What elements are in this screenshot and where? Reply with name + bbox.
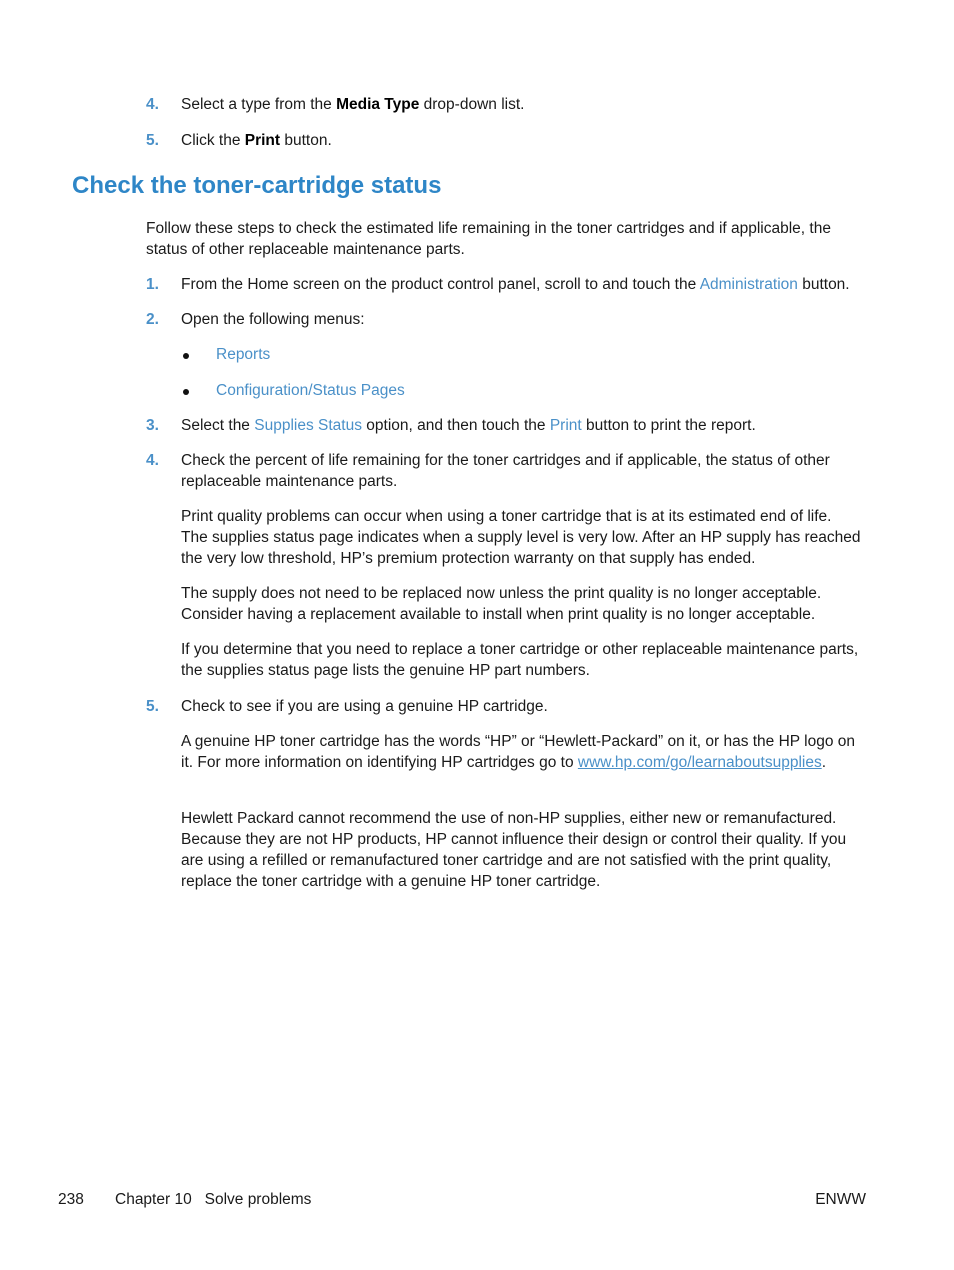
media-type-label: Media Type bbox=[336, 96, 420, 113]
step-number: 4. bbox=[146, 452, 159, 469]
menu-configuration-status-pages: Configuration/Status Pages bbox=[216, 382, 405, 399]
paragraph: The supply does not need to be replaced now unless the print quality is no longer acceptable. Consider having a replacement available to install when print quality is no longer acceptable. bbox=[181, 585, 822, 623]
paragraph: If you determine that you need to replace a toner cartridge or other replaceable maintenance parts, the supplies status page lists the genuine HP part numbers. bbox=[181, 641, 859, 679]
paragraph: Hewlett Packard cannot recommend the use of non-HP supplies, either new or remanufactured. Because they are not HP products, HP cannot influence their design or control their quality. If you are using a refilled or remanufactured toner cartridge and are not satisfied with the print quality, replace the toner cartridge with a genuine HP toner cartridge. bbox=[181, 810, 847, 890]
paragraph: A genuine HP toner cartridge has the words “HP” or “Hewlett-Packard” on it, or has the HP logo on it. For more information on identifying HP cartridges go to www.hp.com/go/learnaboutsupplies. bbox=[181, 733, 856, 771]
section-title: Check the toner-cartridge status bbox=[72, 172, 442, 199]
step-text: Select a type from the Media Type drop-down list. bbox=[181, 96, 525, 113]
hp-supplies-link[interactable]: www.hp.com/go/learnaboutsupplies bbox=[577, 754, 822, 771]
bullet-icon bbox=[183, 389, 189, 395]
step-text: Check to see if you are using a genuine HP cartridge. bbox=[181, 698, 548, 715]
step-number: 2. bbox=[146, 311, 159, 328]
step-number: 5. bbox=[146, 132, 159, 149]
page-number: 238 bbox=[58, 1191, 84, 1208]
print-label: Print bbox=[244, 132, 281, 149]
step-number: 4. bbox=[146, 96, 159, 113]
footer-right: ENWW bbox=[815, 1191, 866, 1208]
step-text: Check the percent of life remaining for the toner cartridges and if applicable, the status of other replaceable maintenance parts. bbox=[181, 452, 830, 490]
paragraph: Print quality problems can occur when using a toner cartridge that is at its estimated end of life. The supplies status page indicates when a supply level is very low. After an HP supply has reached the very low threshold, HP’s premium protection warranty on that supply has ended. bbox=[181, 508, 861, 567]
step-number: 3. bbox=[146, 417, 159, 434]
step-text: From the Home screen on the product control panel, scroll to and touch the Administration button. bbox=[181, 276, 850, 293]
section-intro: Follow these steps to check the estimated life remaining in the toner cartridges and if applicable, the status of other replaceable maintenance parts. bbox=[146, 220, 831, 258]
step-number: 1. bbox=[146, 276, 159, 293]
chapter-title: Chapter 10 Solve problems bbox=[115, 1191, 312, 1208]
print-button-label: Print bbox=[549, 417, 582, 434]
step-text: Click the Print button. bbox=[181, 132, 332, 149]
menu-reports: Reports bbox=[216, 346, 271, 363]
step-number: 5. bbox=[146, 698, 159, 715]
administration-button-label: Administration bbox=[699, 276, 798, 293]
bullet-icon bbox=[183, 353, 189, 359]
supplies-status-option: Supplies Status bbox=[254, 417, 362, 434]
step-text: Open the following menus: bbox=[181, 311, 365, 328]
step-text: Select the Supplies Status option, and then touch the Print button to print the report. bbox=[181, 417, 756, 434]
